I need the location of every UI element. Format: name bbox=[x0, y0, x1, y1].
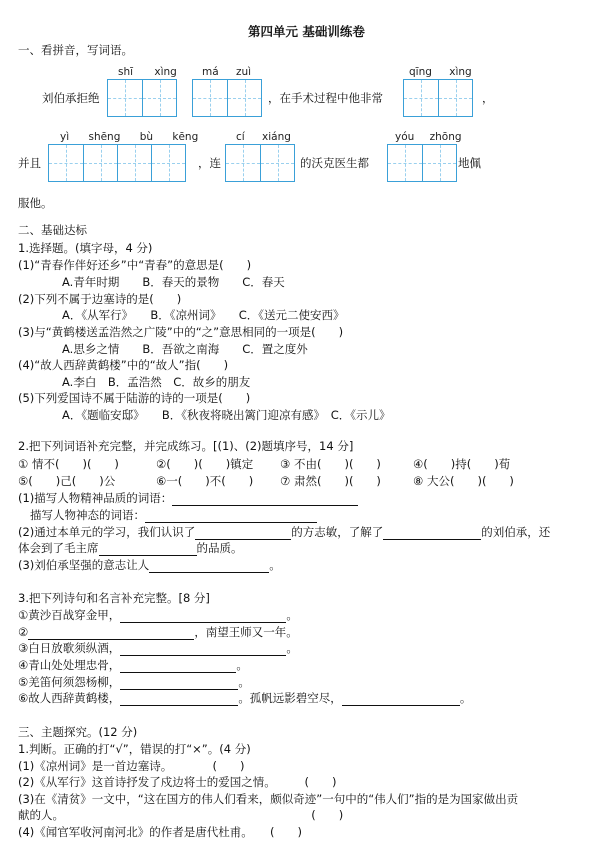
s3-item3: (3)在《清贫》一文中，“这在国方的伟人们看来，颇似奇迹”一句中的“伟人们”指的是为国家做出贡 bbox=[18, 792, 519, 806]
q3-line5 bbox=[18, 674, 250, 690]
s1-text-5: ，连 bbox=[198, 156, 221, 170]
pinyin-5: cí xiáng bbox=[236, 131, 291, 143]
s3-item4: (4)《闻官军收河南河北》的作者是唐代杜甫。 ( ) bbox=[18, 825, 303, 839]
answer-line[interactable] bbox=[145, 510, 317, 523]
q2-sub3 bbox=[18, 557, 281, 573]
q1-item1-options: A.青年时期 B．春天的景物 C．春天 bbox=[62, 275, 285, 289]
q3-line6b-text: 。孤帆远影碧空尽， bbox=[238, 691, 342, 705]
q2-sub2d-text: 体会到了毛主席 bbox=[18, 541, 99, 555]
s3-item2: (2)《从军行》这首诗抒发了戍边将士的爱国之情。 ( ) bbox=[18, 775, 337, 789]
tianzige-mazui[interactable] bbox=[192, 79, 262, 117]
tianzige-yishengbukeng[interactable] bbox=[48, 144, 186, 182]
period: 。 bbox=[286, 641, 298, 655]
s3-q1-title: 1.判断。正确的打“√”，错误的打“×”。(4 分) bbox=[18, 742, 251, 756]
q2-sub2 bbox=[18, 524, 550, 540]
q3-line2-num: ② bbox=[18, 625, 29, 639]
word-3: ③ 不由( )( ) bbox=[280, 457, 381, 471]
q3-line4-text: ④青山处处埋忠骨， bbox=[18, 658, 121, 672]
period: 。 bbox=[286, 608, 298, 622]
q3-line1-text: ①黄沙百战穿金甲， bbox=[18, 608, 121, 622]
word-1: ① 情不( )( ) bbox=[18, 457, 119, 471]
section2-heading: 二、基础达标 bbox=[18, 223, 87, 237]
word-8: ⑧ 大公( )( ) bbox=[413, 474, 514, 488]
answer-line[interactable] bbox=[120, 643, 286, 656]
q2-title: 2.把下列词语补充完整，并完成练习。[(1)、(2)题填序号，14 分] bbox=[18, 439, 354, 453]
word-6: ⑥一( )不( ) bbox=[156, 474, 254, 488]
answer-line[interactable] bbox=[342, 693, 460, 706]
answer-line[interactable] bbox=[28, 627, 194, 640]
s3-item3-cont: 献的人。 ( ) bbox=[18, 808, 344, 822]
q3-line3 bbox=[18, 640, 298, 656]
answer-line[interactable] bbox=[195, 527, 291, 540]
word-2: ②( )( )镇定 bbox=[156, 457, 254, 471]
period: 。 bbox=[236, 658, 248, 672]
q2-sub1a bbox=[18, 490, 358, 506]
q1-item4-options: A.李白 B．孟浩然 C．故乡的朋友 bbox=[62, 375, 251, 389]
q2-sub1a-text: (1)描写人物精神品质的词语： bbox=[18, 491, 173, 505]
tianzige-shixing[interactable] bbox=[107, 79, 177, 117]
pinyin-6: yóu zhōng bbox=[395, 131, 462, 143]
q2-sub2b-text: 的方志敏，了解了 bbox=[291, 525, 384, 539]
q1-item5-options: A．《题临安邸》 B．《秋夜将晓出篱门迎凉有感》 C．《示儿》 bbox=[62, 408, 391, 422]
q1-item3-stem: (3)与“黄鹤楼送孟浩然之广陵”中的“之”意思相同的一项是( ) bbox=[18, 325, 344, 339]
q2-sub2c-text: 的刘伯承，还 bbox=[481, 525, 551, 539]
s1-text-2: ，在手术过程中他非常 bbox=[268, 91, 383, 105]
s1-text-8: 服他。 bbox=[18, 196, 53, 210]
q3-line2 bbox=[18, 624, 298, 640]
s1-text-6: 的沃克医生都 bbox=[300, 156, 369, 170]
answer-line[interactable] bbox=[120, 610, 286, 623]
section3-heading: 三、主题探究。(12 分) bbox=[18, 725, 138, 739]
q3-line5-text: ⑤羌笛何须怨杨柳， bbox=[18, 675, 121, 689]
answer-line[interactable] bbox=[99, 543, 197, 556]
period: 。 bbox=[238, 675, 250, 689]
s3-item1: (1)《凉州词》是一首边塞诗。 ( ) bbox=[18, 759, 245, 773]
q2-sub2e-text: 的品质。 bbox=[196, 541, 243, 555]
q3-line3-text: ③白日放歌须纵酒， bbox=[18, 641, 121, 655]
answer-line[interactable] bbox=[172, 493, 358, 506]
s1-text-3: ， bbox=[482, 91, 494, 105]
section1-heading: 一、看拼音，写词语。 bbox=[18, 43, 133, 57]
answer-line[interactable] bbox=[149, 560, 269, 573]
q2-sub1b-text: 描写人物神态的词语： bbox=[30, 508, 145, 522]
pinyin-3: qīng xìng bbox=[409, 66, 472, 78]
tianzige-qingxing[interactable] bbox=[403, 79, 473, 117]
word-4: ④( )持( )荀 bbox=[413, 457, 511, 471]
pinyin-1: shī xìng bbox=[118, 66, 177, 78]
word-5: ⑤( )己( )公 bbox=[18, 474, 116, 488]
period: 。 bbox=[459, 691, 472, 705]
q3-title: 3.把下列诗句和名言补充完整。[8 分] bbox=[18, 591, 210, 605]
q1-item1-stem: (1)“青春作伴好还乡”中“青春”的意思是( ) bbox=[18, 258, 252, 272]
q1-title: 1.选择题。(填字母，4 分) bbox=[18, 241, 153, 255]
answer-line[interactable] bbox=[120, 693, 238, 706]
answer-line[interactable] bbox=[120, 660, 236, 673]
tianzige-cixiang[interactable] bbox=[225, 144, 295, 182]
s1-text-7: 地佩 bbox=[458, 156, 481, 170]
s1-text-1: 刘伯承拒绝 bbox=[42, 91, 100, 105]
q1-item3-options: A.思乡之情 B．吾欲之南海 C．置之度外 bbox=[62, 342, 308, 356]
pinyin-4: yì shēng bù kēng bbox=[60, 131, 199, 143]
period: 。 bbox=[269, 558, 281, 572]
q1-item2-options: A．《从军行》 B．《凉州词》 C．《送元二使安西》 bbox=[62, 308, 345, 322]
answer-line[interactable] bbox=[383, 527, 481, 540]
q3-line1 bbox=[18, 607, 298, 623]
s1-text-4: 并且 bbox=[18, 156, 41, 170]
q3-line6a-text: ⑥故人西辞黄鹤楼， bbox=[18, 691, 121, 705]
q2-sub1b bbox=[30, 507, 317, 523]
q3-line4 bbox=[18, 657, 248, 673]
q3-line6 bbox=[18, 690, 471, 706]
q1-item5-stem: (5)下列爱国诗不属于陆游的诗的一项是( ) bbox=[18, 391, 251, 405]
q1-item2-stem: (2)下列不属于边塞诗的是( ) bbox=[18, 292, 182, 306]
q2-sub3-text: (3)刘伯承坚强的意志让人 bbox=[18, 558, 150, 572]
tianzige-youzhong[interactable] bbox=[387, 144, 457, 182]
page-title: 第四单元 基础训练卷 bbox=[248, 24, 365, 39]
q3-line2-text: ，南望王师又一年。 bbox=[194, 625, 298, 639]
pinyin-2: má zuì bbox=[202, 66, 252, 78]
q2-sub2a-text: (2)通过本单元的学习，我们认识了 bbox=[18, 525, 196, 539]
q2-sub2-cont bbox=[18, 540, 243, 556]
word-7: ⑦ 肃然( )( ) bbox=[280, 474, 381, 488]
answer-line[interactable] bbox=[120, 677, 238, 690]
q1-item4-stem: (4)“故人西辞黄鹤楼”中的“故人”指( ) bbox=[18, 358, 229, 372]
